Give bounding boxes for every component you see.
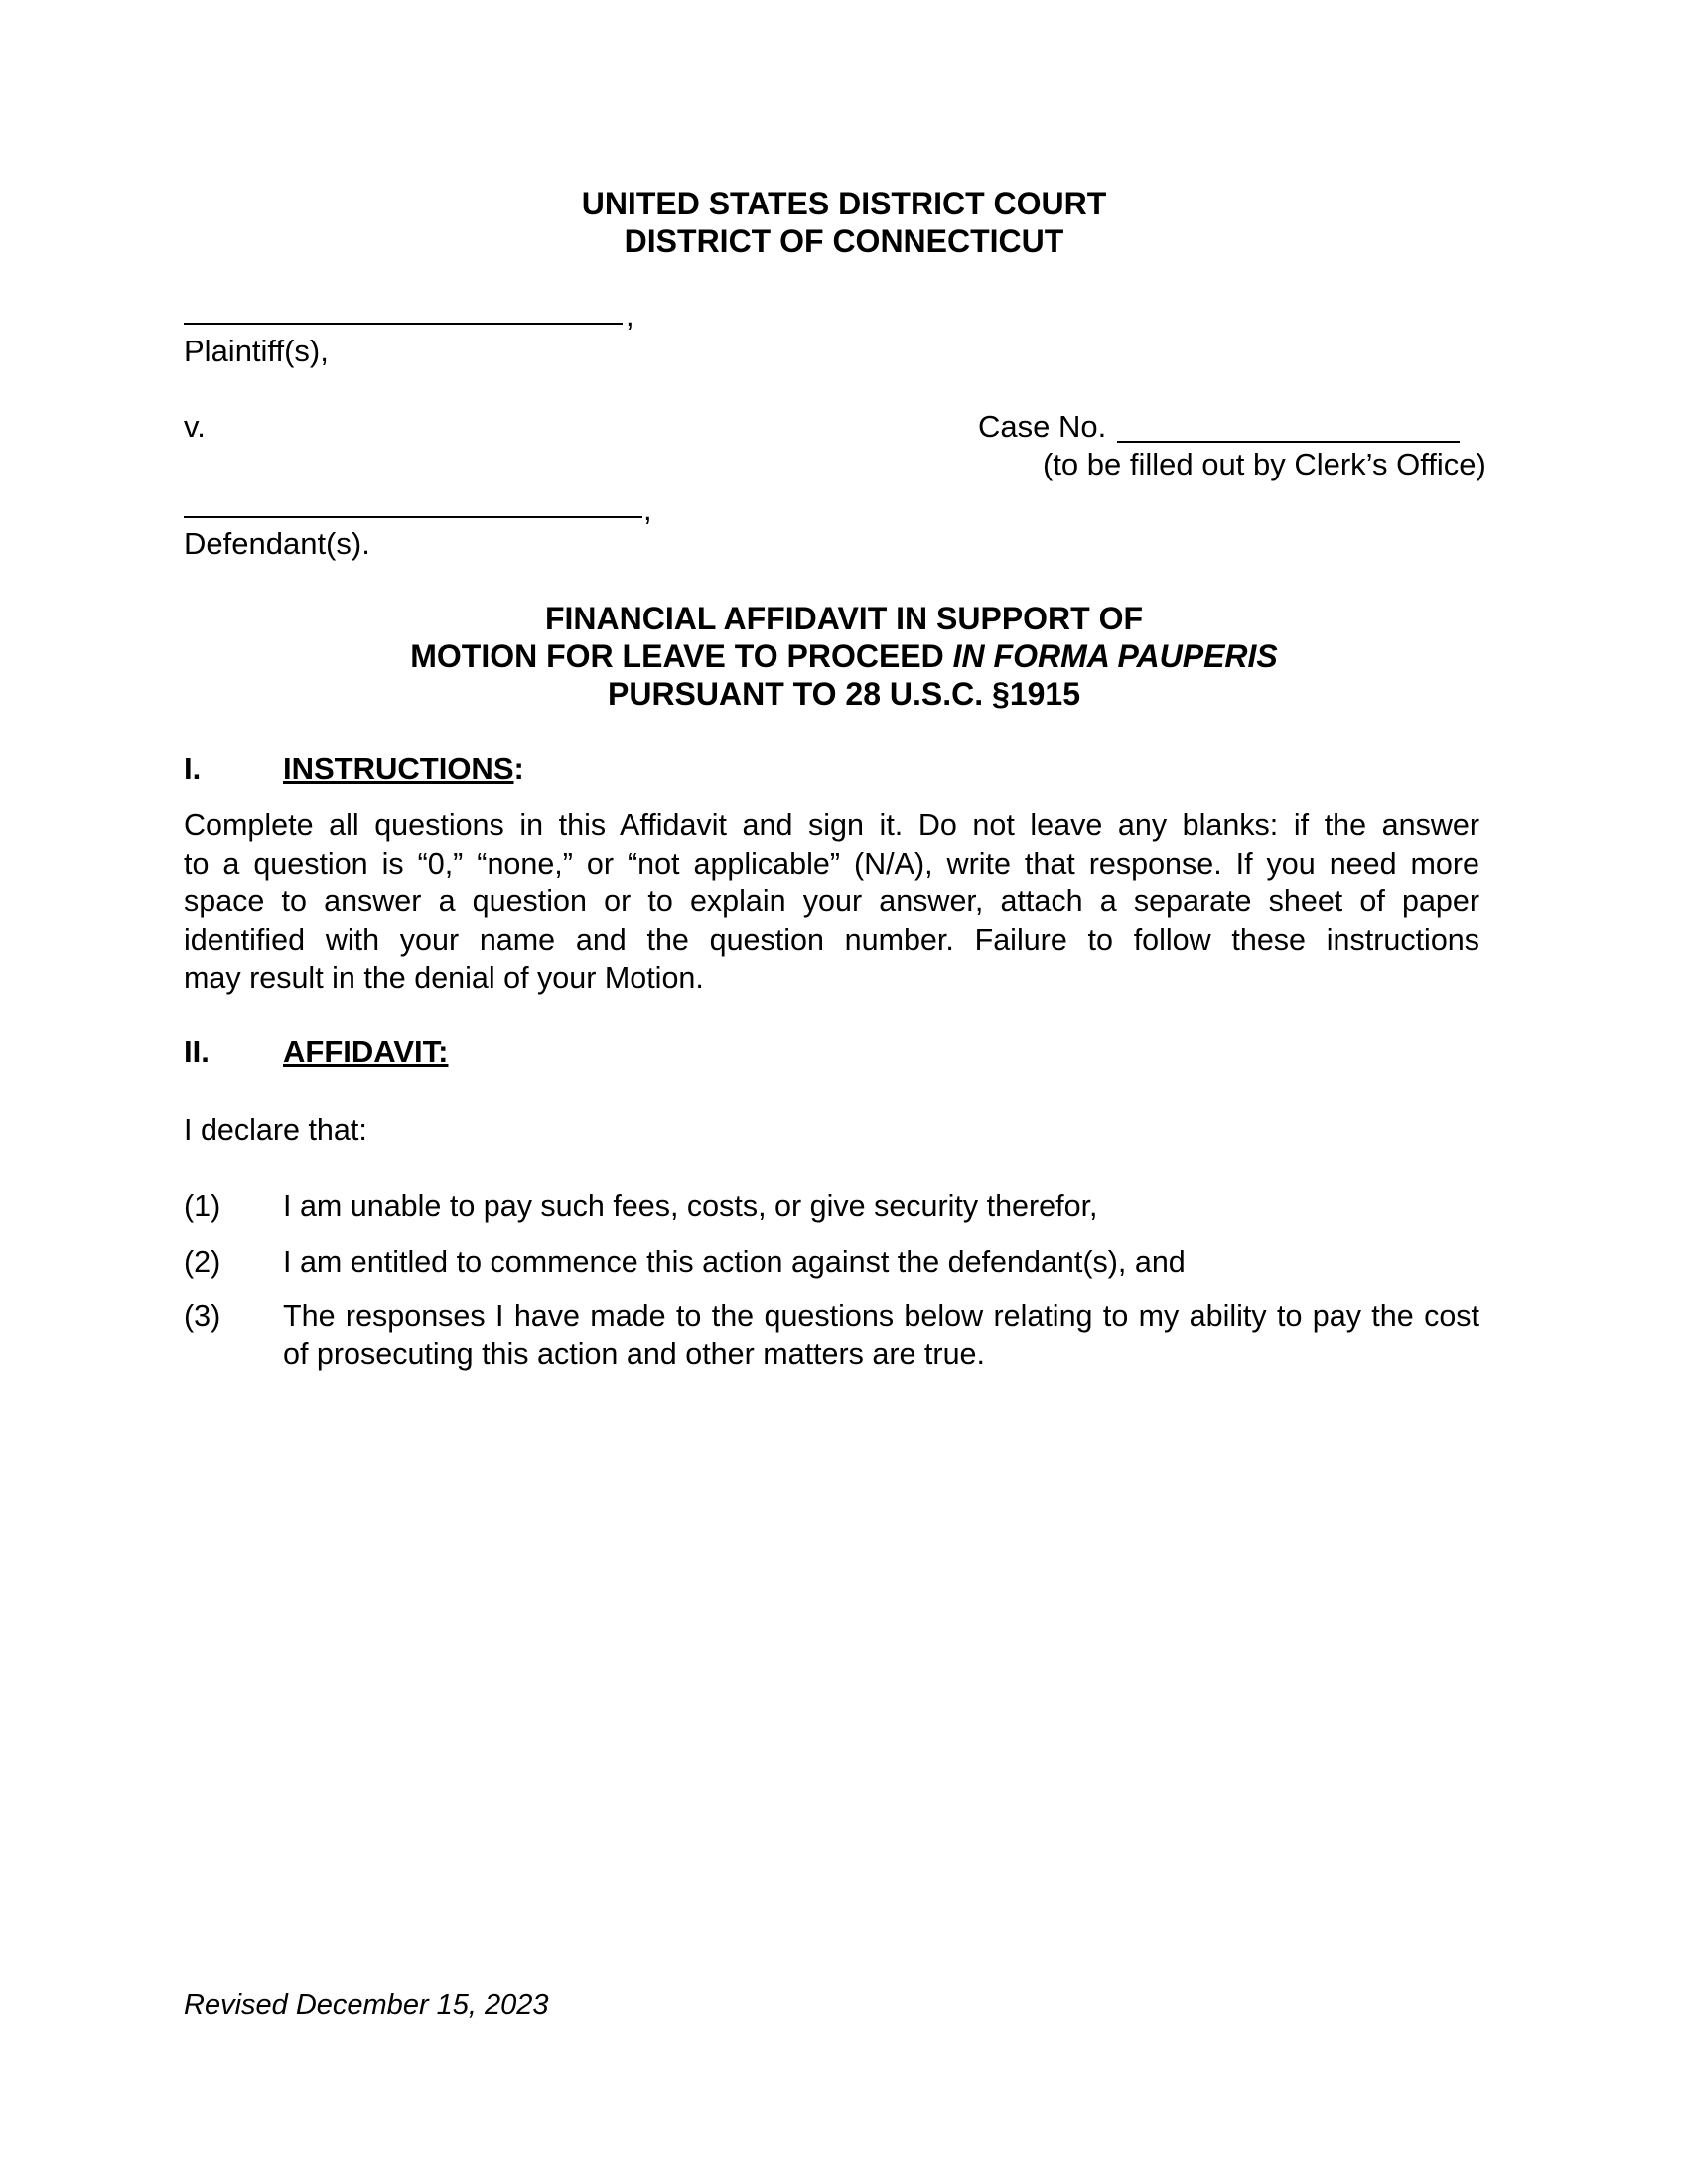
versus-label: v. [184, 409, 206, 444]
plaintiff-label: Plaintiff(s), [184, 334, 329, 368]
list-item-number: (2) [184, 1245, 221, 1279]
declare-intro: I declare that: [184, 1113, 367, 1147]
case-no-note: (to be filled out by Clerk’s Office) [1043, 447, 1486, 481]
defendant-comma: , [643, 492, 652, 527]
defendant-name-line[interactable] [184, 516, 642, 518]
section-title-wrap [283, 751, 524, 787]
instructions-line: space to answer a question or to explain your answer, attach a separate sheet of paper [184, 885, 1479, 918]
case-no-label: Case No. [978, 409, 1107, 444]
plaintiff-comma: , [626, 298, 634, 333]
section-number: I. [184, 751, 202, 786]
instructions-line: to a question is “0,” “none,” or “not applicable” (N/A), write that response. If you need more [184, 846, 1479, 881]
doc-title-line1: FINANCIAL AFFIDAVIT IN SUPPORT OF [544, 601, 1144, 636]
defendant-label: Defendant(s). [184, 526, 370, 561]
section-instructions-heading [184, 751, 779, 791]
court-name: UNITED STATES DISTRICT COURT [581, 186, 1107, 221]
section-title-colon: : [513, 751, 524, 786]
section-number: II. [184, 1034, 210, 1069]
section-title: AFFIDAVIT: [283, 1034, 449, 1069]
instructions-line: may result in the denial of your Motion. [184, 961, 704, 995]
plaintiff-name-line[interactable] [184, 323, 623, 325]
list-item-number: (1) [184, 1189, 221, 1223]
doc-title-line2-prefix: MOTION FOR LEAVE TO PROCEED [410, 638, 953, 674]
instructions-line: identified with your name and the question number. Failure to follow these instructions [184, 922, 1479, 957]
doc-title-latin: IN FORMA PAUPERIS [952, 638, 1278, 674]
instructions-paragraph [184, 806, 1479, 998]
section-affidavit-heading [184, 1034, 779, 1074]
instructions-line: Complete all questions in this Affidavit and sign it. Do not leave any blanks: if the answer [184, 808, 1479, 842]
case-no-line[interactable] [1117, 441, 1460, 443]
list-item-text: The responses I have made to the questions below relating to my ability to pay the cost of prosecuting this action and other matters are true. [283, 1299, 1479, 1371]
doc-title-line2 [0, 637, 1688, 675]
list-item-text: I am unable to pay such fees, costs, or give security therefor, [283, 1189, 1098, 1223]
list-item-number: (3) [184, 1299, 221, 1333]
revision-date: Revised December 15, 2023 [184, 1989, 549, 2021]
doc-title-line3: PURSUANT TO 28 U.S.C. §1915 [607, 676, 1080, 712]
court-district: DISTRICT OF CONNECTICUT [624, 223, 1064, 259]
section-title: INSTRUCTIONS [283, 751, 514, 786]
list-item-text: I am entitled to commence this action against the defendant(s), and [283, 1245, 1186, 1279]
